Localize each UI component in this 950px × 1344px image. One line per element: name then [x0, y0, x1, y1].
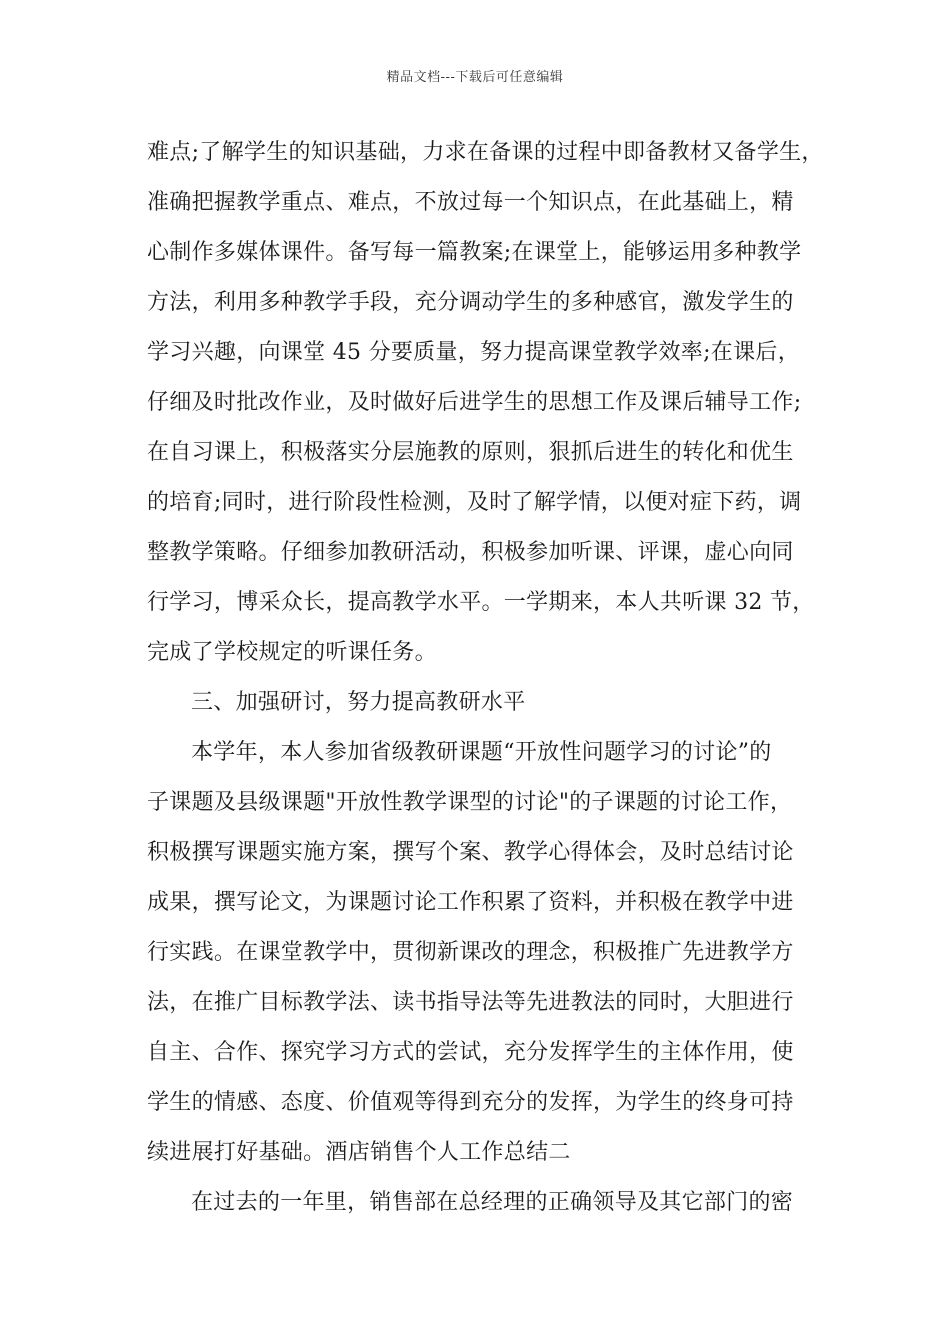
text-line: 成果，撰写论文，为课题讨论工作积累了资料，并积极在教学中进 [147, 890, 794, 915]
page-header: 精品文档---下载后可任意编辑 [386, 70, 564, 85]
text-line: 续进展打好基础。酒店销售个人工作总结二 [147, 1140, 571, 1165]
text-line: 仔细及时批改作业，及时做好后进学生的思想工作及课后辅导工作; [147, 390, 802, 415]
document-body [147, 128, 827, 1228]
paragraph [147, 128, 827, 678]
text-line: 心制作多媒体课件。备写每一篇教案;在课堂上，能够运用多种教学 [147, 240, 802, 265]
section-heading-text: 三、加强研讨，努力提高教研水平 [191, 690, 526, 715]
text-line: 整教学策略。仔细参加教研活动，积极参加听课、评课，虚心向同 [147, 540, 794, 565]
text-line: 本学年，本人参加省级教研课题“开放性问题学习的讨论”的 [191, 740, 772, 765]
text-line: 方法，利用多种教学手段，充分调动学生的多种感官，激发学生的 [147, 290, 794, 315]
text-line: 自主、合作、探究学习方式的尝试，充分发挥学生的主体作用，使 [147, 1040, 794, 1065]
text-line: 学习兴趣，向课堂 45 分要质量，努力提高课堂教学效率;在课后， [147, 340, 800, 365]
paragraph [147, 1178, 827, 1228]
text-line: 积极撰写课题实施方案，撰写个案、教学心得体会，及时总结讨论 [147, 840, 794, 865]
section-heading [147, 678, 827, 728]
text-line: 准确把握教学重点、难点，不放过每一个知识点，在此基础上，精 [147, 190, 794, 215]
text-line: 学生的情感、态度、价值观等得到充分的发挥，为学生的终身可持 [147, 1090, 794, 1115]
text-line: 子课题及县级课题"开放性教学课型的讨论"的子课题的讨论工作， [147, 790, 793, 815]
text-line: 法，在推广目标教学法、读书指导法等先进教法的同时，大胆进行 [147, 990, 794, 1015]
text-line: 在自习课上，积极落实分层施教的原则，狠抓后进生的转化和优生 [147, 440, 794, 465]
text-line: 完成了学校规定的听课任务。 [147, 640, 437, 665]
text-line: 行实践。在课堂教学中，贯彻新课改的理念，积极推广先进教学方 [147, 940, 794, 965]
text-line: 行学习，博采众长，提高教学水平。一学期来，本人共听课 32 节， [147, 590, 815, 615]
text-line: 在过去的一年里，销售部在总经理的正确领导及其它部门的密 [191, 1190, 794, 1215]
text-line: 难点;了解学生的知识基础，力求在备课的过程中即备教材又备学生， [147, 140, 824, 165]
text-line: 的培育;同时，进行阶段性检测，及时了解学情，以便对症下药，调 [147, 490, 802, 515]
paragraph [147, 728, 827, 1178]
